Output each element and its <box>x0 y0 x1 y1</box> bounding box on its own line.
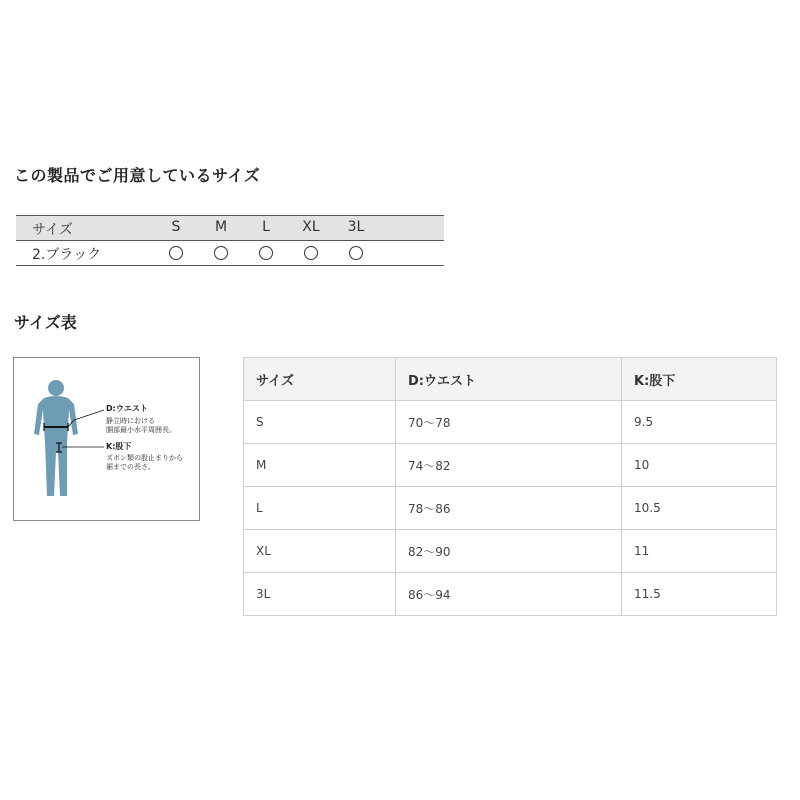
size-cell: 3L <box>244 573 396 616</box>
size-xl-label: XL <box>302 219 320 235</box>
available-mark-m <box>214 246 228 260</box>
inseam-cell: 11.5 <box>622 573 777 616</box>
waist-annotation-line2: 胴部最小水平周囲長。 <box>106 426 176 434</box>
waist-cell: 70～78 <box>396 401 622 444</box>
size-3l-label: 3L <box>347 219 365 235</box>
size-cell: S <box>244 401 396 444</box>
table-row <box>244 487 777 530</box>
waist-cell: 74～82 <box>396 444 622 487</box>
availability-header-row <box>16 215 444 241</box>
size-header-label: サイズ <box>32 222 73 238</box>
waist-annotation-title: D:ウエスト <box>106 404 148 413</box>
available-sizes-heading: この製品でご用意しているサイズ <box>14 166 261 185</box>
waist-cell: 82～90 <box>396 530 622 573</box>
availability-row-black <box>16 241 444 266</box>
table-row <box>244 401 777 444</box>
size-l-label: L <box>262 219 270 235</box>
col-header-inseam: K:股下 <box>622 358 777 401</box>
inseam-cell: 9.5 <box>622 401 777 444</box>
size-chart-heading: サイズ表 <box>14 313 77 332</box>
waist-cell: 78～86 <box>396 487 622 530</box>
inseam-annotation-title: K:股下 <box>106 442 132 451</box>
available-mark-xl <box>304 246 318 260</box>
inseam-cell: 10.5 <box>622 487 777 530</box>
table-row <box>244 530 777 573</box>
size-s-label: S <box>171 219 181 235</box>
measurement-figure <box>13 357 200 521</box>
body-silhouette-icon <box>14 358 199 520</box>
size-cell: M <box>244 444 396 487</box>
size-m-label: M <box>214 219 228 235</box>
inseam-cell: 11 <box>622 530 777 573</box>
size-cell: L <box>244 487 396 530</box>
inseam-cell: 10 <box>622 444 777 487</box>
availability-table <box>16 215 444 266</box>
waist-cell: 86～94 <box>396 573 622 616</box>
available-mark-l <box>259 246 273 260</box>
color-label: 2.ブラック <box>32 247 102 263</box>
inseam-annotation-line1: ズボン類の股止まりから <box>106 454 183 462</box>
table-row <box>244 573 777 616</box>
size-chart-table <box>243 357 777 616</box>
col-header-size: サイズ <box>244 358 396 401</box>
available-mark-s <box>169 246 183 260</box>
waist-annotation-line1: 静立時における <box>106 417 155 425</box>
size-chart-header-row <box>244 358 777 401</box>
available-mark-3l <box>349 246 363 260</box>
size-cell: XL <box>244 530 396 573</box>
col-header-waist: D:ウエスト <box>396 358 622 401</box>
inseam-annotation-line2: 裾までの長さ。 <box>106 463 155 471</box>
table-row <box>244 444 777 487</box>
